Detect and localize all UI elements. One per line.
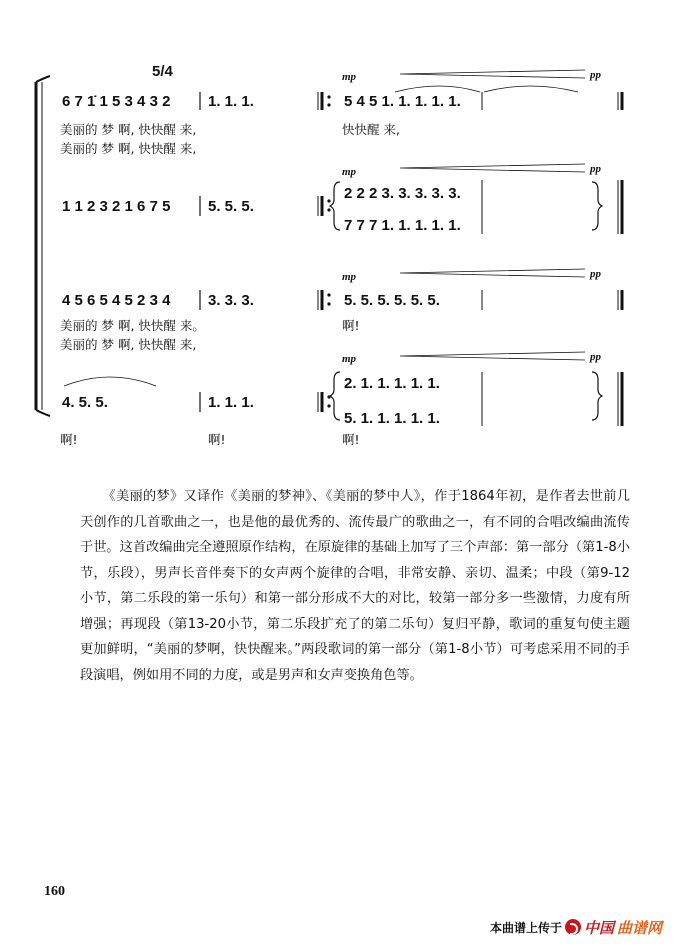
system-4-notes-b: 1. 1. 1.	[208, 394, 254, 411]
system-1-lyrics-verse-1-end: 快快醒 来,	[342, 122, 400, 137]
system-3-lyrics-verse-1-end: 啊!	[342, 318, 360, 333]
system-4-notes-c-upper: 2. 1. 1. 1. 1. 1.	[344, 375, 440, 392]
system-1-grace-note: 5/4	[152, 63, 173, 80]
diminuendo-2	[400, 164, 585, 172]
system-3-notes-c: 5. 5. 5. 5. 5. 5.	[344, 292, 440, 309]
dynamic-mp-4: mp	[342, 353, 357, 365]
uploaded-to-label: 本曲谱上传于	[489, 920, 562, 935]
dynamic-pp-4: pp	[590, 351, 601, 363]
system-4-lyrics-3: 啊!	[342, 432, 360, 447]
system-2-notes-b: 5. 5. 5.	[208, 198, 254, 215]
system-4-notes-a: 4. 5. 5.	[62, 394, 108, 411]
dynamic-pp-3: pp	[590, 268, 601, 280]
description-paragraph: 《美丽的梦》又译作《美丽的梦神》、《美丽的梦中人》，作于1864年初，是作者去世前几天创作的几首歌曲之一，也是他的最优秀的、流传最广的歌曲之一，有不同的合唱改编曲流传于世。这首改编曲完全遵照原作结构，在原旋律的基础上加写了三个声部：第一部分（第1-8小节，乐段），男声长音伴奏下的女声两个旋律的合唱，非常安静、亲切、温柔；中段（第9-12小节，第二乐段的第一乐句）和第一部分形成不大的对比，较第一部分多一些激情，力度有所增强；再现段（第13-20小节，第二乐段扩充了的第二乐句）复归平静，歌词的重复句使主题更加鲜明，“美丽的梦啊，快快醒来。”两段歌词的第一部分（第1-8小节）可考虑采用不同的手段演唱，例如用不同的力度，或是男声和女声变换角色等。	[80, 489, 630, 683]
system-bracket	[36, 76, 50, 416]
system-2	[62, 163, 622, 234]
system-3	[60, 268, 622, 352]
site-name-part-1: 中国	[583, 918, 614, 937]
system-2-notes-a: 1 1 2 3 2 1 6 7 5	[62, 198, 171, 215]
system-1-lyrics-verse-2: 美丽的 梦 啊, 快快醒 来,	[60, 141, 197, 156]
system-4	[60, 351, 622, 447]
system-4-lyrics-2: 啊!	[208, 432, 226, 447]
music-score	[0, 0, 680, 470]
dynamic-mp-1: mp	[342, 71, 357, 83]
system-1-notes-c: 5 4 5 1. 1. 1. 1. 1.	[344, 93, 461, 110]
diminuendo-3	[400, 269, 585, 277]
dynamic-pp-2: pp	[590, 163, 601, 175]
dynamic-mp-2: mp	[342, 166, 357, 178]
diminuendo-1	[400, 70, 585, 78]
system-1-notes-b: 1. 1. 1.	[208, 93, 254, 110]
page-number: 160	[44, 884, 65, 899]
system-3-notes-a: 4 5 6 5 4 5 2 3 4	[62, 292, 171, 309]
footer-watermark	[490, 917, 662, 937]
site-logo-icon	[565, 919, 581, 935]
system-1	[60, 63, 622, 156]
diminuendo-4	[400, 352, 585, 360]
system-3-lyrics-verse-1: 美丽的 梦 啊, 快快醒 来。	[60, 318, 205, 333]
system-3-lyrics-verse-2: 美丽的 梦 啊, 快快醒 来,	[60, 337, 197, 352]
system-3-notes-b: 3. 3. 3.	[208, 292, 254, 309]
system-1-notes-a: 6 7 1̇ 1 5 3 4 3 2	[62, 93, 171, 110]
system-1-lyrics-verse-1: 美丽的 梦 啊, 快快醒 来,	[60, 122, 197, 137]
system-4-lyrics-1: 啊!	[60, 432, 78, 447]
system-2-notes-c-upper: 2 2 2 3. 3. 3. 3. 3.	[344, 185, 461, 202]
site-name-part-2: 曲谱网	[616, 918, 662, 937]
dynamic-pp-1: pp	[590, 69, 601, 81]
system-2-notes-c-lower: 7 7 7 1. 1. 1. 1. 1.	[344, 217, 461, 234]
system-4-notes-c-lower: 5. 1. 1. 1. 1. 1.	[344, 410, 440, 427]
dynamic-mp-3: mp	[342, 271, 357, 283]
